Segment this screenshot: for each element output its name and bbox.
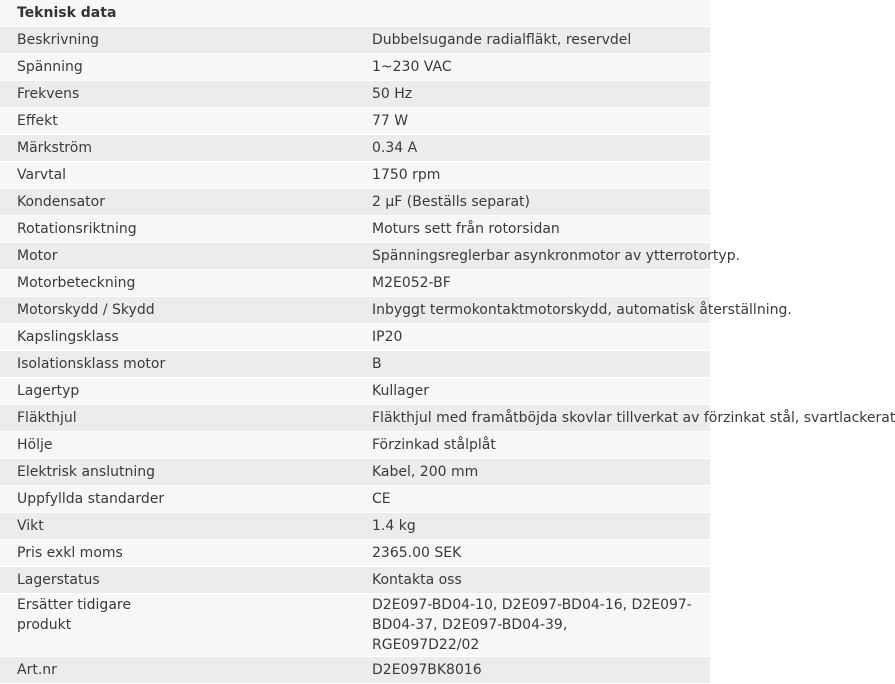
row-value: D2E097BK8016	[355, 657, 710, 684]
row-label: Spänning	[0, 54, 355, 81]
table-row	[0, 405, 710, 432]
row-label: Motor	[0, 243, 355, 270]
row-label-line: Ersätter tidigare	[17, 597, 131, 613]
row-value-line: RGE097D22/02	[372, 637, 480, 653]
table-row	[0, 243, 710, 270]
row-value: 1750 rpm	[355, 162, 710, 189]
row-value: Fläkthjul med framåtböjda skovlar tillverkat av förzinkat stål, svartlackerat	[355, 405, 710, 432]
table-row	[0, 594, 710, 657]
row-value: Spänningsreglerbar asynkronmotor av ytterrotortyp.	[355, 243, 710, 270]
row-value: Kullager	[355, 378, 710, 405]
row-label: Lagertyp	[0, 378, 355, 405]
table-row	[0, 27, 710, 54]
table-row	[0, 432, 710, 459]
row-label: Motorskydd / Skydd	[0, 297, 355, 324]
row-value: M2E052-BF	[355, 270, 710, 297]
row-label: Pris exkl moms	[0, 540, 355, 567]
row-label: Frekvens	[0, 81, 355, 108]
row-label: Elektrisk anslutning	[0, 459, 355, 486]
row-value: 77 W	[355, 108, 710, 135]
row-label: Rotationsriktning	[0, 216, 355, 243]
row-value-line: D2E097-BD04-10, D2E097-BD04-16, D2E097-BD04-37, D2E097-BD04-39,	[372, 597, 692, 633]
table-row	[0, 270, 710, 297]
row-value	[355, 594, 710, 657]
row-label: Fläkthjul	[0, 405, 355, 432]
table-row	[0, 189, 710, 216]
table-row	[0, 297, 710, 324]
section-title: Teknisk data	[0, 0, 710, 27]
table-row	[0, 513, 710, 540]
table-row	[0, 486, 710, 513]
row-label-line: produkt	[17, 617, 72, 633]
row-label	[0, 594, 355, 657]
row-label: Vikt	[0, 513, 355, 540]
table-row	[0, 81, 710, 108]
row-label: Isolationsklass motor	[0, 351, 355, 378]
row-value: CE	[355, 486, 710, 513]
row-value: 0.34 A	[355, 135, 710, 162]
row-label: Effekt	[0, 108, 355, 135]
table-row	[0, 216, 710, 243]
row-value: 1~230 VAC	[355, 54, 710, 81]
table-row	[0, 351, 710, 378]
table-row	[0, 657, 710, 684]
table-row	[0, 108, 710, 135]
row-value: 2365.00 SEK	[355, 540, 710, 567]
row-label: Kapslingsklass	[0, 324, 355, 351]
row-value: Moturs sett från rotorsidan	[355, 216, 710, 243]
row-label: Art.nr	[0, 657, 355, 684]
table-row	[0, 378, 710, 405]
table-row	[0, 540, 710, 567]
row-value: B	[355, 351, 710, 378]
row-value: Kontakta oss	[355, 567, 710, 594]
row-label: Kondensator	[0, 189, 355, 216]
row-value: Kabel, 200 mm	[355, 459, 710, 486]
table-row	[0, 54, 710, 81]
table-row	[0, 162, 710, 189]
row-label: Hölje	[0, 432, 355, 459]
row-value: Dubbelsugande radialfläkt, reservdel	[355, 27, 710, 54]
table-row	[0, 135, 710, 162]
row-label: Motorbeteckning	[0, 270, 355, 297]
row-value: 50 Hz	[355, 81, 710, 108]
row-label: Beskrivning	[0, 27, 355, 54]
row-label: Märkström	[0, 135, 355, 162]
row-value: 2 µF (Beställs separat)	[355, 189, 710, 216]
table-row	[0, 567, 710, 594]
row-value: Förzinkad stålplåt	[355, 432, 710, 459]
row-label: Lagerstatus	[0, 567, 355, 594]
table-row	[0, 324, 710, 351]
row-value: 1.4 kg	[355, 513, 710, 540]
row-label: Uppfyllda standarder	[0, 486, 355, 513]
row-label: Varvtal	[0, 162, 355, 189]
row-value: IP20	[355, 324, 710, 351]
table-row	[0, 459, 710, 486]
row-value: Inbyggt termokontaktmotorskydd, automatisk återställning.	[355, 297, 710, 324]
section-header-row	[0, 0, 710, 27]
